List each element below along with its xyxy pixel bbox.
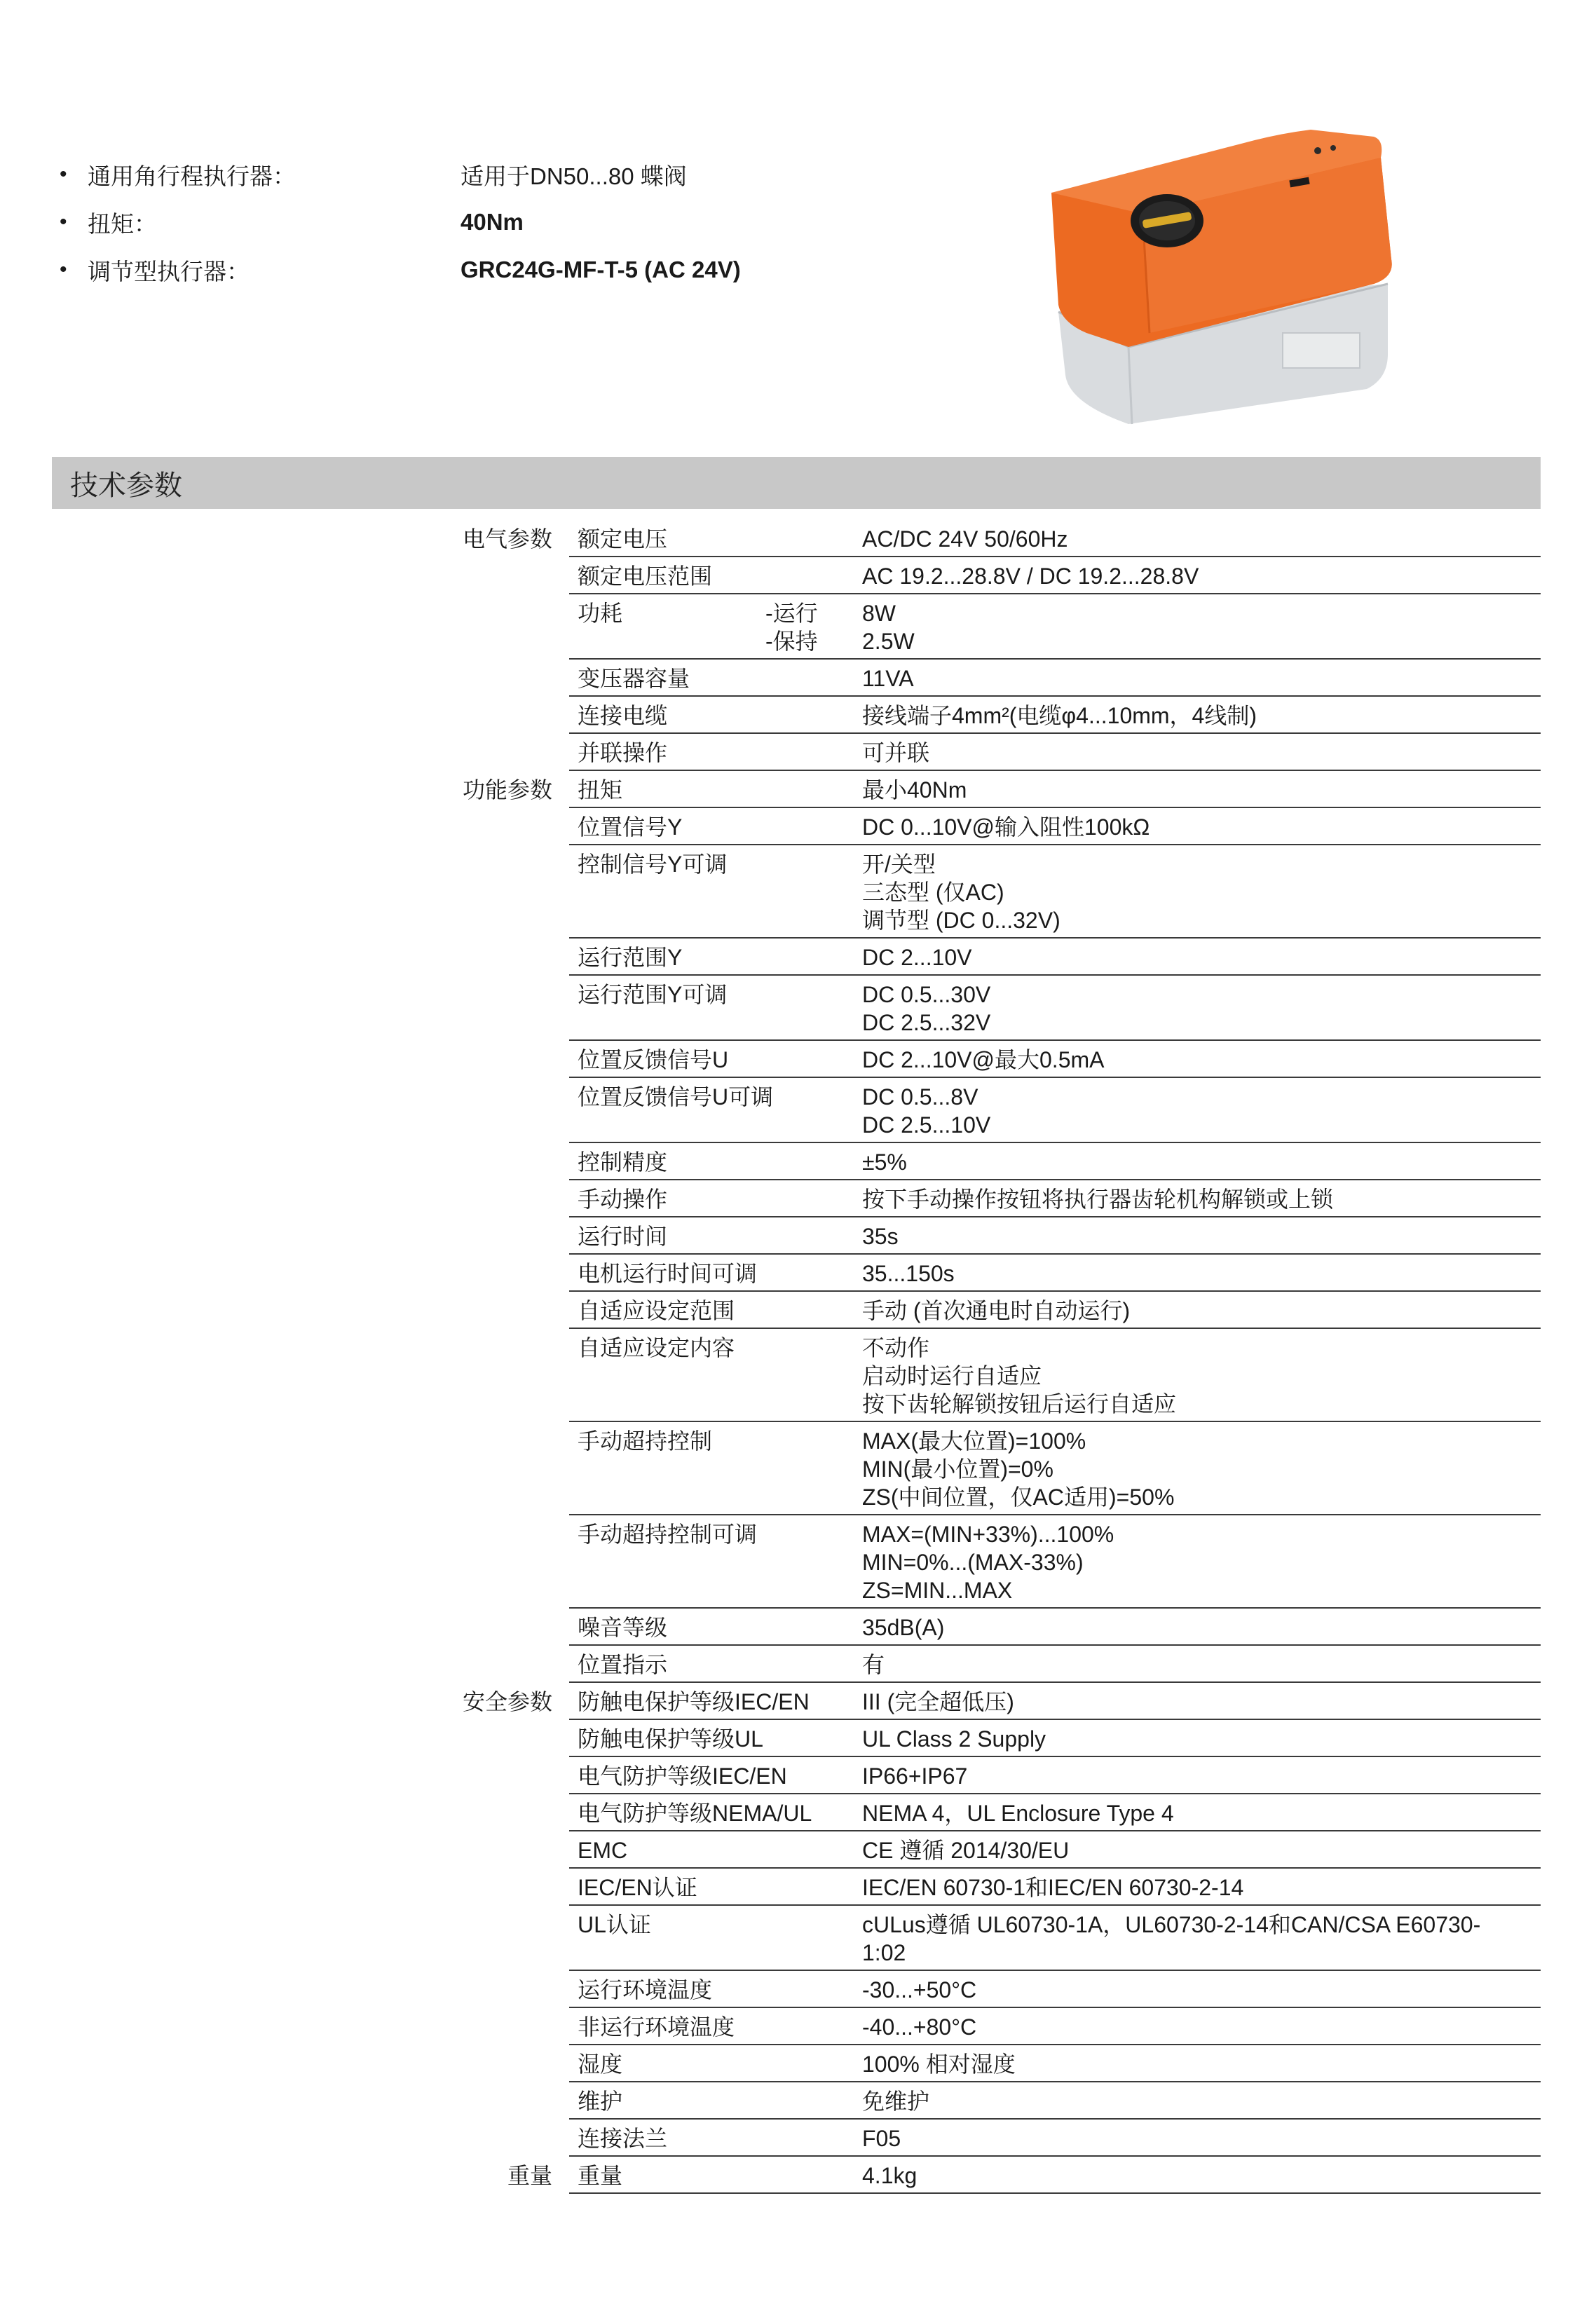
spec-parameter-label: 额定电压范围 — [578, 564, 713, 589]
spec-cells — [569, 1255, 1541, 1292]
spec-parameter — [569, 2124, 862, 2152]
spec-category — [435, 1971, 569, 2008]
spec-value-line: DC 2...10V@最大0.5mA — [862, 1047, 1105, 1072]
spec-parameter — [569, 1083, 862, 1139]
spec-value-line: 最小40Nm — [862, 777, 967, 803]
spec-parameter-label: 运行范围Y可调 — [578, 982, 728, 1007]
spec-value-line: 调节型 (DC 0...32V) — [862, 908, 1060, 933]
spec-value-line: MAX(最大位置)=100% — [862, 1428, 1086, 1454]
spec-value-line: 按下齿轮解锁按钮后运行自适应 — [862, 1391, 1177, 1417]
spec-cells — [569, 734, 1541, 771]
spec-category — [435, 1757, 569, 1794]
spec-sub-labels — [765, 599, 818, 655]
spec-parameter-label: 重量 — [578, 2163, 623, 2188]
spec-row — [435, 939, 1541, 976]
spec-parameter — [569, 2013, 862, 2041]
spec-cells — [569, 2045, 1541, 2082]
spec-parameter-label: 控制精度 — [578, 1149, 668, 1175]
spec-row — [435, 734, 1541, 771]
spec-value-line: 4.1kg — [862, 2163, 918, 2188]
spec-parameter-label: 电机运行时间可调 — [578, 1261, 758, 1286]
spec-value-line: AC/DC 24V 50/60Hz — [862, 526, 1068, 552]
spec-parameter — [569, 702, 862, 730]
spec-category — [435, 557, 569, 594]
spec-parameter — [569, 1725, 862, 1753]
spec-cells — [569, 1683, 1541, 1720]
spec-value-line: 100% 相对湿度 — [862, 2052, 1016, 2077]
spec-value-line: -30...+50°C — [862, 1977, 977, 2002]
spec-value-line: 2.5W — [862, 629, 915, 654]
spec-category — [435, 1869, 569, 1906]
spec-value-line: 三态型 (仅AC) — [862, 880, 1004, 905]
spec-category — [435, 808, 569, 845]
spec-category — [435, 697, 569, 734]
spec-parameter — [569, 1762, 862, 1790]
spec-parameter — [569, 981, 862, 1037]
spec-value — [862, 1874, 1541, 1902]
spec-value — [862, 1185, 1541, 1213]
spec-value-line: MAX=(MIN+33%)...100% — [862, 1522, 1114, 1547]
spec-value-line: 11VA — [862, 666, 914, 691]
spec-value-line: ±5% — [862, 1149, 907, 1175]
spec-parameter — [569, 1799, 862, 1827]
spec-row — [435, 1646, 1541, 1683]
spec-value — [862, 2124, 1541, 2152]
spec-value-line: 接线端子4mm²(电缆φ4...10mm，4线制) — [862, 703, 1257, 728]
spec-value-line: NEMA 4，UL Enclosure Type 4 — [862, 1801, 1174, 1826]
spec-category: 重量 — [507, 2163, 552, 2188]
spec-row — [435, 2157, 1541, 2194]
spec-row — [435, 520, 1541, 557]
spec-value-line: 35dB(A) — [862, 1615, 945, 1640]
spec-parameter — [569, 1222, 862, 1250]
spec-category: 安全参数 — [462, 1689, 552, 1714]
spec-parameter-label: 控制信号Y可调 — [578, 852, 728, 877]
spec-value — [862, 562, 1541, 590]
spec-value-line: 手动 (首次通电时自动运行) — [862, 1298, 1131, 1323]
spec-value — [862, 1976, 1541, 2004]
spec-category — [435, 1422, 569, 1515]
actuator-illustration — [1044, 123, 1416, 438]
spec-category — [435, 1646, 569, 1683]
spec-parameter-label: 变压器容量 — [578, 666, 690, 691]
spec-row — [435, 1078, 1541, 1143]
spec-cells — [569, 2008, 1541, 2045]
spec-parameter — [569, 1260, 862, 1288]
spec-cells — [569, 2157, 1541, 2194]
spec-value — [862, 1799, 1541, 1827]
spec-parameter-label: 运行时间 — [578, 1224, 668, 1249]
spec-category: 电气参数 — [462, 526, 552, 552]
summary-value: GRC24G-MF-T-5 (AC 24V) — [461, 257, 741, 282]
spec-category — [435, 1515, 569, 1609]
spec-value-line: IEC/EN 60730-1和IEC/EN 60730-2-14 — [862, 1875, 1244, 1900]
spec-parameter — [569, 776, 862, 804]
spec-value-line: 35s — [862, 1224, 899, 1249]
bullet-marker: • — [60, 258, 67, 281]
spec-category — [435, 660, 569, 697]
spec-value-line: MIN(最小位置)=0% — [862, 1456, 1053, 1482]
spec-value-line: CE 遵循 2014/30/EU — [862, 1838, 1070, 1863]
spec-value-line: 有 — [862, 1652, 885, 1677]
spec-category — [435, 1078, 569, 1143]
spec-parameter — [569, 2050, 862, 2078]
spec-category — [435, 2008, 569, 2045]
spec-row — [435, 1422, 1541, 1515]
spec-parameter — [569, 1911, 862, 1967]
spec-value — [862, 1297, 1541, 1325]
spec-value-line: 1:02 — [862, 1940, 906, 1965]
spec-row — [435, 1757, 1541, 1794]
spec-parameter — [569, 525, 862, 553]
spec-parameter-label: 手动超持控制 — [578, 1428, 713, 1454]
spec-parameter-label: 非运行环境温度 — [578, 2014, 735, 2040]
spec-parameter-label: 电气防护等级IEC/EN — [578, 1763, 787, 1789]
spec-cells — [569, 1422, 1541, 1515]
spec-parameter — [569, 1046, 862, 1074]
section-title: 技术参数 — [70, 470, 182, 501]
spec-row — [435, 1831, 1541, 1869]
spec-cells — [569, 2082, 1541, 2120]
spec-row — [435, 1869, 1541, 1906]
spec-value — [862, 739, 1541, 767]
spec-value — [862, 525, 1541, 553]
spec-value-line: DC 2...10V — [862, 945, 972, 970]
spec-row — [435, 1180, 1541, 1217]
spec-cells — [569, 1217, 1541, 1255]
spec-cells — [569, 771, 1541, 808]
spec-value-line: 启动时运行自适应 — [862, 1363, 1042, 1388]
spec-row — [435, 1906, 1541, 1971]
spec-value — [862, 1762, 1541, 1790]
spec-parameter — [569, 739, 862, 767]
spec-cells — [569, 1041, 1541, 1078]
spec-value-line: UL Class 2 Supply — [862, 1726, 1046, 1752]
spec-value-line: 开/关型 — [862, 852, 936, 877]
spec-row — [435, 1971, 1541, 2008]
spec-parameter-label: 自适应设定内容 — [578, 1335, 735, 1360]
spec-value — [862, 1334, 1541, 1418]
spec-value — [862, 664, 1541, 692]
spec-parameter-label: 手动超持控制可调 — [578, 1522, 758, 1547]
spec-value — [862, 702, 1541, 730]
spec-cells — [569, 1794, 1541, 1831]
spec-value — [862, 599, 1541, 655]
spec-parameter — [569, 1874, 862, 1902]
spec-sub-label: -运行 — [765, 601, 818, 626]
spec-category — [435, 1292, 569, 1329]
spec-parameter — [569, 2087, 862, 2115]
spec-value — [862, 1688, 1541, 1716]
spec-value — [862, 1911, 1541, 1967]
spec-value — [862, 813, 1541, 841]
spec-value-line: 按下手动操作按钮将执行器齿轮机构解锁或上锁 — [862, 1187, 1334, 1212]
spec-parameter — [569, 850, 862, 934]
spec-row — [435, 557, 1541, 594]
spec-category — [435, 1609, 569, 1646]
spec-category — [435, 1329, 569, 1422]
spec-value — [862, 2087, 1541, 2115]
spec-cells — [569, 1646, 1541, 1683]
spec-category — [435, 594, 569, 660]
spec-value — [862, 850, 1541, 934]
actuator-product-image — [1044, 123, 1416, 438]
spec-parameter-label: 运行范围Y — [578, 945, 683, 970]
spec-parameter — [569, 664, 862, 692]
spec-parameter-label: 功耗 — [578, 601, 623, 626]
spec-row — [435, 1255, 1541, 1292]
summary-label: 扭矩： — [88, 210, 157, 237]
spec-row — [435, 771, 1541, 808]
spec-parameter — [569, 562, 862, 590]
summary-item — [60, 198, 741, 246]
spec-parameter-label: 扭矩 — [578, 777, 623, 803]
spec-cells — [569, 939, 1541, 976]
spec-value — [862, 1046, 1541, 1074]
spec-category — [435, 1143, 569, 1180]
spec-cells — [569, 1971, 1541, 2008]
summary-value: 适用于DN50...80 蝶阀 — [461, 163, 687, 189]
spec-value-line: DC 2.5...10V — [862, 1112, 991, 1138]
spec-row — [435, 594, 1541, 660]
spec-parameter — [569, 1427, 862, 1511]
spec-row — [435, 2082, 1541, 2120]
spec-parameter — [569, 599, 862, 655]
spec-parameter-label: 位置反馈信号U可调 — [578, 1084, 774, 1110]
spec-row — [435, 1609, 1541, 1646]
spec-row — [435, 1041, 1541, 1078]
spec-parameter-label: 连接法兰 — [578, 2126, 668, 2151]
spec-cells — [569, 1329, 1541, 1422]
spec-value-line: DC 0.5...8V — [862, 1084, 978, 1110]
summary-item — [60, 246, 741, 294]
spec-value-line: F05 — [862, 2126, 901, 2151]
spec-row — [435, 1329, 1541, 1422]
spec-row — [435, 1292, 1541, 1329]
spec-value — [862, 776, 1541, 804]
spec-category — [435, 976, 569, 1041]
spec-category — [435, 1831, 569, 1869]
spec-cells — [569, 1757, 1541, 1794]
spec-cells — [569, 697, 1541, 734]
spec-cells — [569, 1515, 1541, 1609]
spec-parameter-label: 电气防护等级NEMA/UL — [578, 1801, 812, 1826]
spec-value-line: MIN=0%...(MAX-33%) — [862, 1550, 1084, 1575]
spec-parameter-label: 连接电缆 — [578, 703, 668, 728]
spec-parameter-label: EMC — [578, 1838, 628, 1863]
section-header — [52, 457, 1541, 509]
spec-value-line: cULus遵循 UL60730-1A，UL60730-2-14和CAN/CSA E60730- — [862, 1912, 1481, 1937]
spec-row — [435, 660, 1541, 697]
spec-parameter-label: 额定电压 — [578, 526, 668, 552]
spec-row — [435, 1683, 1541, 1720]
spec-value — [862, 2050, 1541, 2078]
summary-label: 通用角行程执行器： — [88, 163, 296, 189]
spec-row — [435, 697, 1541, 734]
spec-row — [435, 2008, 1541, 2045]
spec-value-line: ZS(中间位置，仅AC适用)=50% — [862, 1485, 1175, 1510]
spec-cells — [569, 1720, 1541, 1757]
spec-category — [435, 1720, 569, 1757]
spec-category — [435, 1217, 569, 1255]
spec-value-line: III (完全超低压) — [862, 1689, 1014, 1714]
spec-value — [862, 1520, 1541, 1604]
spec-value-line: DC 0...10V@输入阻性100kΩ — [862, 814, 1150, 840]
spec-category: 功能参数 — [462, 777, 552, 803]
spec-parameter-label: 防触电保护等级IEC/EN — [578, 1689, 810, 1714]
spec-value-line: IP66+IP67 — [862, 1763, 968, 1789]
spec-category — [435, 2120, 569, 2157]
spec-category — [435, 845, 569, 939]
spec-value — [862, 1260, 1541, 1288]
spec-row — [435, 1794, 1541, 1831]
spec-cells — [569, 1180, 1541, 1217]
spec-cells — [569, 976, 1541, 1041]
spec-parameter-label: 维护 — [578, 2089, 623, 2114]
spec-value — [862, 1427, 1541, 1511]
spec-row — [435, 976, 1541, 1041]
spec-parameter — [569, 1976, 862, 2004]
spec-parameter — [569, 1148, 862, 1176]
spec-cells — [569, 1609, 1541, 1646]
spec-parameter-label: 位置指示 — [578, 1652, 668, 1677]
spec-category — [435, 939, 569, 976]
spec-value — [862, 2162, 1541, 2190]
spec-cells — [569, 845, 1541, 939]
spec-category — [435, 1906, 569, 1971]
spec-parameter-label: 手动操作 — [578, 1187, 668, 1212]
spec-parameter-label: 运行环境温度 — [578, 1977, 713, 2002]
spec-value-line: 可并联 — [862, 740, 930, 765]
spec-category — [435, 1041, 569, 1078]
spec-value-line: 免维护 — [862, 2089, 930, 2114]
spec-value — [862, 943, 1541, 971]
spec-value-line: 不动作 — [862, 1335, 930, 1360]
spec-parameter-label: 湿度 — [578, 2052, 623, 2077]
spec-value-line: 35...150s — [862, 1261, 955, 1286]
summary-item — [60, 151, 741, 198]
spec-parameter — [569, 943, 862, 971]
spec-value — [862, 1836, 1541, 1864]
spec-value-line: -40...+80°C — [862, 2014, 977, 2040]
spec-row — [435, 845, 1541, 939]
spec-parameter — [569, 1613, 862, 1642]
spec-cells — [569, 557, 1541, 594]
spec-row — [435, 808, 1541, 845]
spec-value — [862, 1651, 1541, 1679]
spec-value — [862, 981, 1541, 1037]
spec-value-line: DC 0.5...30V — [862, 982, 991, 1007]
spec-sub-label: -保持 — [765, 629, 818, 654]
spec-row — [435, 1720, 1541, 1757]
spec-category — [435, 1255, 569, 1292]
spec-cells — [569, 1831, 1541, 1869]
bullet-marker: • — [60, 163, 67, 186]
spec-cells — [569, 1078, 1541, 1143]
spec-parameter — [569, 1520, 862, 1604]
spec-parameter-label: 防触电保护等级UL — [578, 1726, 763, 1752]
spec-parameter-label: UL认证 — [578, 1912, 651, 1937]
spec-category — [435, 2082, 569, 2120]
spec-category — [435, 734, 569, 771]
spec-value — [862, 1083, 1541, 1139]
spec-parameter — [569, 813, 862, 841]
spec-table — [435, 520, 1541, 2194]
spec-cells — [569, 1143, 1541, 1180]
spec-value — [862, 1725, 1541, 1753]
spec-parameter-label: 自适应设定范围 — [578, 1298, 735, 1323]
spec-category — [435, 1794, 569, 1831]
spec-row — [435, 1515, 1541, 1609]
spec-parameter-label: 噪音等级 — [578, 1615, 668, 1640]
spec-row — [435, 1143, 1541, 1180]
bullet-marker: • — [60, 210, 67, 233]
spec-parameter — [569, 1836, 862, 1864]
spec-row — [435, 2045, 1541, 2082]
spec-value-line: 8W — [862, 601, 896, 626]
spec-cells — [569, 1292, 1541, 1329]
spec-value — [862, 1222, 1541, 1250]
spec-value-line: AC 19.2...28.8V / DC 19.2...28.8V — [862, 564, 1199, 589]
summary-label: 调节型执行器： — [88, 258, 250, 285]
spec-parameter — [569, 1297, 862, 1325]
spec-category — [435, 1180, 569, 1217]
spec-value — [862, 1148, 1541, 1176]
spec-parameter-label: 并联操作 — [578, 740, 668, 765]
spec-parameter-label: 位置反馈信号U — [578, 1047, 729, 1072]
spec-parameter — [569, 1688, 862, 1716]
spec-value — [862, 2013, 1541, 2041]
spec-parameter — [569, 1334, 862, 1418]
spec-cells — [569, 2120, 1541, 2157]
spec-cells — [569, 1906, 1541, 1971]
spec-value-line: DC 2.5...32V — [862, 1010, 991, 1035]
spec-parameter-label: IEC/EN认证 — [578, 1875, 697, 1900]
spec-cells — [569, 808, 1541, 845]
spec-parameter — [569, 1185, 862, 1213]
spec-cells — [569, 520, 1541, 557]
spec-value — [862, 1613, 1541, 1642]
spec-parameter — [569, 1651, 862, 1679]
spec-parameter — [569, 2162, 862, 2190]
spec-value-line: ZS=MIN...MAX — [862, 1578, 1013, 1603]
spec-row — [435, 1217, 1541, 1255]
spec-cells — [569, 594, 1541, 660]
header-summary — [60, 151, 741, 294]
summary-value: 40Nm — [461, 209, 524, 235]
spec-row — [435, 2120, 1541, 2157]
spec-parameter-label: 位置信号Y — [578, 814, 683, 840]
spec-cells — [569, 660, 1541, 697]
spec-category — [435, 2045, 569, 2082]
spec-cells — [569, 1869, 1541, 1906]
